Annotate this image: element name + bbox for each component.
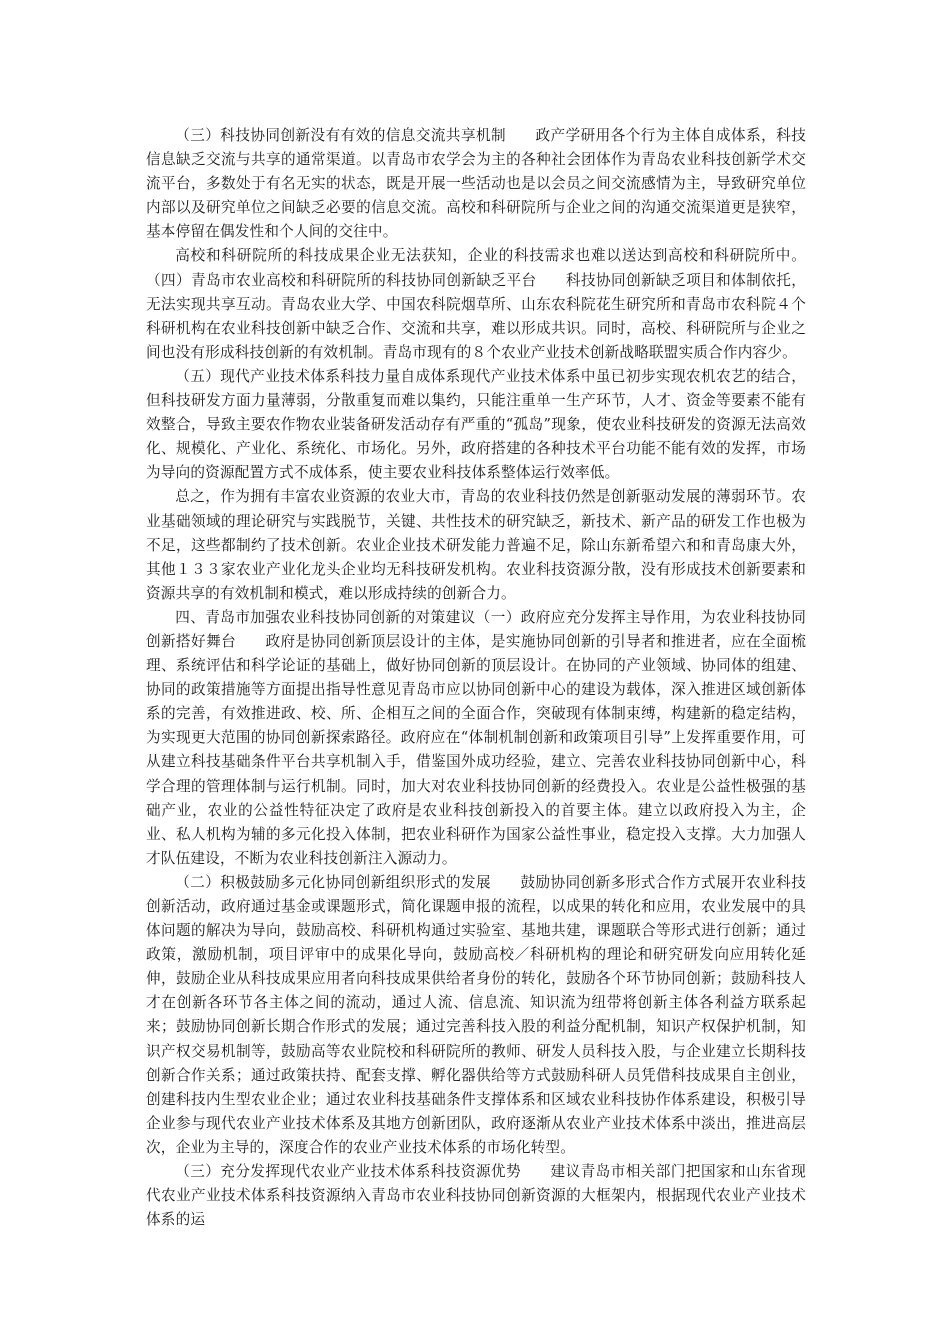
paragraph (146, 485, 806, 605)
paragraph (146, 871, 806, 1160)
paragraph-heading: （三）科技协同创新没有有效的信息交流共享机制 (175, 127, 507, 144)
paragraph (146, 606, 806, 871)
paragraph-body: 政产学研用各个行为主体自成体系，科技信息缺乏交流与共享的通常渠道。以青岛市农学会为主的各种社会团体作为青岛农业科技创新学术交流平台，多数处于有名无实的状态，既是开展一些活动也是以会员之间交流感情为主，导致研究单位内部以及研究单位之间缺乏必要的信息交流。高校和科研院所与企业之间的沟通交流渠道更是狭窄，基本停留在偶发性和个人间的交往中。 (146, 127, 806, 241)
document-page (146, 124, 806, 1232)
paragraph-text: 总之，作为拥有丰富农业资源的农业大市，青岛的农业科技仍然是创新驱动发展的薄弱环节。农业基础领域的理论研究与实践脱节，关键、共性技术的研究缺乏，新技术、新产品的研发工作也极为不足，这些都制约了技术创新。农业企业技术研发能力普遍不足，除山东新希望六和和青岛康大外，其他１３３家农业产业化龙头企业均无科技研发机构。农业科技资源分散，没有形成技术创新要素和资源共享的有效机制和模式，难以形成持续的创新合力。 (146, 488, 806, 602)
paragraph (146, 1160, 806, 1232)
paragraph (146, 244, 806, 364)
paragraph-heading: （三）充分发挥现代农业产业技术体系科技资源优势 (175, 1163, 522, 1181)
paragraph (146, 365, 806, 485)
paragraph-body: 政府是协同创新顶层设计的主体，是实施协同创新的引导者和推进者，应在全面梳理、系统评估和科学论证的基础上，做好协同创新的顶层设计。在协同的产业领域、协同体的组建、协同的政策措施等方面提出指导性意见青岛市应以协同创新中心的建设为载体，深入推进区域创新体系的完善，有效推进政、校、所、企相互之间的全面合作，突破现有体制束缚，构建新的稳定结构，为实现更大范围的协同创新探索路径。政府应在“体制机制创新和政策项目引导”上发挥重要作用，可从建立科技基础条件平台共享机制入手，借鉴国外成功经验，建立、完善农业科技协同创新中心，科学合理的管理体制与运行机制。同时，加大对农业科技协同创新的经费投入。农业是公益性极强的基础产业，农业的公益性特征决定了政府是农业科技创新投入的首要主体。建立以政府投入为主，企业、私人机构为辅的多元化投入体制，把农业科研作为国家公益性事业，稳定投入支撑。大力加强人才队伍建设，不断为农业科技创新注入源动力。 (146, 632, 806, 867)
paragraph-body: 鼓励协同创新多形式合作方式展开农业科技创新活动，政府通过基金或课题形式，简化课题申报的流程，以成果的转化和应用，农业发展中的具体问题的解决为导向，鼓励高校、科研机构通过实验室、基地共建，课题联合等形式进行创新；通过政策，激励机制，项目评审中的成果化导向，鼓励高校／科研机构的理论和研究研发向应用转化延伸，鼓励企业从科技成果应用者向科技成果供给者身份的转化，鼓励各个环节协同创新；鼓励科技人才在创新各环节各主体之间的流动，通过人流、信息流、知识流为纽带将创新主体各利益方联系起来；鼓励协同创新长期合作形式的发展；通过完善科技入股的利益分配机制，知识产权保护机制，知识产权交易机制等，鼓励高等农业院校和科研院所的教师、研发人员科技入股，与企业建立长期科技创新合作关系；通过政策扶持、配套支撑、孵化器供给等方式鼓励科研人员凭借科技成果自主创业，创建科技内生型农业企业；通过农业科技基础条件支撑体系和区域农业科技协作体系建设，积极引导企业参与现代农业产业技术体系及其地方创新团队，政府逐渐从农业产业技术体系中淡出，推进高层次，企业为主导的，深度合作的农业产业技术体系的市场化转型。 (146, 873, 807, 1156)
paragraph-heading: 四、青岛市加强农业科技协同创新的对策建议（一）政府应充分发挥主导作用，为农业科技协同创新搭好舞台 (146, 608, 806, 650)
paragraph-heading: 高校和科研院所的科技成果企业无法获知，企业的科技需求也难以送达到高校和科研院所中。（四）青岛市农业高校和科研院所的科技协同创新缺乏平台 (146, 247, 806, 289)
paragraph-body: 科技协同创新缺乏项目和体制依托，无法实现共享互动。青岛农业大学、中国农科院烟草所、山东农科院花生研究所和青岛市农科院４个科研机构在农业科技创新中缺乏合作、交流和共享，难以形成共识。同时，高校、科研院所与企业之间也没有形成科技创新的有效机制。青岛市现有的８个农业产业技术创新战略联盟实质合作内容少。 (146, 271, 807, 361)
paragraph-heading: （二）积极鼓励多元化协同创新组织形式的发展 (175, 873, 492, 891)
paragraph-text: （五）现代产业技术体系科技力量自成体系现代产业技术体系中虽已初步实现农机农艺的结合，但科技研发方面力量薄弱，分散重复而难以集约，只能注重单一生产环节，人才、资金等要素不能有效整合，导致主要农作物农业装备研发活动存有严重的“孤岛”现象，使农业科技研发的资源无法高效化、规模化、产业化、系统化、市场化。另外，政府搭建的各种技术平台功能不能有效的发挥，市场为导向的资源配置方式不成体系，使主要农业科技体系整体运行效率低。 (146, 367, 806, 482)
paragraph-body: 建议青岛市相关部门把国家和山东省现代农业产业技术体系科技资源纳入青岛市农业科技协同创新资源的大框架内，根据现代农业产业技术体系的运 (146, 1163, 806, 1229)
paragraph (146, 124, 806, 244)
